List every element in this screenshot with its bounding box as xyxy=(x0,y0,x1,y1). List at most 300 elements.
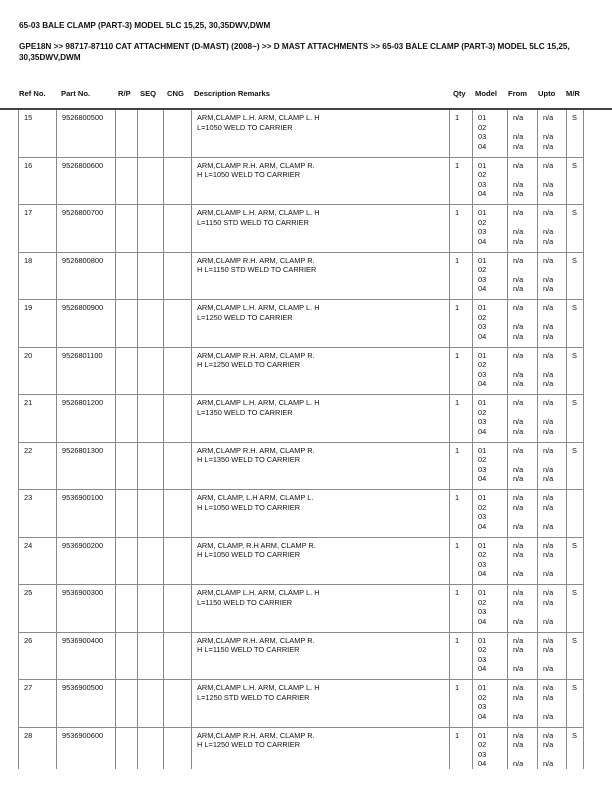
description xyxy=(192,110,450,157)
model-value: 04 xyxy=(478,569,487,579)
parts-table xyxy=(18,110,584,769)
from-value: n/a xyxy=(513,350,524,360)
part-no[interactable]: 9536900500 xyxy=(57,680,116,728)
description xyxy=(192,395,450,443)
rp-cell xyxy=(116,632,138,680)
description-line-2: L=1150 STD WELD TO CARRIER xyxy=(197,217,309,227)
from-list xyxy=(508,442,538,490)
upto-value xyxy=(543,265,562,275)
description-line-2: H L=1150 WELD TO CARRIER xyxy=(197,645,300,655)
table-row[interactable] xyxy=(19,300,584,348)
model-list xyxy=(473,632,508,680)
from-value: n/a xyxy=(513,331,524,341)
table-row[interactable] xyxy=(19,585,584,633)
model-value: 04 xyxy=(478,236,487,246)
from-value xyxy=(513,455,533,465)
upto-value: n/a xyxy=(543,616,554,626)
qty: 1 xyxy=(450,490,473,538)
from-value xyxy=(513,655,533,665)
from-list xyxy=(508,727,538,769)
model-value: 02 xyxy=(478,692,487,702)
rp-cell xyxy=(116,110,138,157)
from-value: n/a xyxy=(513,730,524,740)
upto-value: n/a xyxy=(543,236,554,246)
upto-list xyxy=(538,537,567,585)
upto-value: n/a xyxy=(543,255,554,265)
page-title: 65-03 BALE CLAMP (PART-3) MODEL 5LC 15,25, 30,35DWV,DWM xyxy=(19,21,271,30)
model-value: 04 xyxy=(478,521,487,531)
upto-value: n/a xyxy=(543,179,554,189)
from-value xyxy=(513,512,533,522)
upto-value: n/a xyxy=(543,692,554,702)
from-value xyxy=(513,360,533,370)
from-value: n/a xyxy=(513,692,524,702)
upto-value: n/a xyxy=(543,588,554,597)
from-value xyxy=(513,123,533,133)
mr-cell: S xyxy=(567,300,584,348)
model-value: 01 xyxy=(478,588,487,597)
cng-cell xyxy=(164,585,192,633)
from-value: n/a xyxy=(513,208,524,217)
upto-value xyxy=(543,702,562,712)
from-value: n/a xyxy=(513,683,524,692)
upto-value: n/a xyxy=(543,550,554,560)
model-list xyxy=(473,205,508,253)
ref-no: 27 xyxy=(19,680,57,728)
from-value: n/a xyxy=(513,179,524,189)
rp-cell xyxy=(116,727,138,769)
part-no[interactable]: 9526800900 xyxy=(57,300,116,348)
model-value: 01 xyxy=(478,303,487,312)
upto-value: n/a xyxy=(543,493,554,502)
model-value: 01 xyxy=(478,160,487,170)
model-list xyxy=(473,300,508,348)
rp-cell xyxy=(116,395,138,443)
model-list xyxy=(473,395,508,443)
model-value: 01 xyxy=(478,398,487,407)
from-value: n/a xyxy=(513,417,524,427)
ref-no: 23 xyxy=(19,490,57,538)
table-row[interactable] xyxy=(19,205,584,253)
model-value: 04 xyxy=(478,616,487,626)
qty: 1 xyxy=(450,300,473,348)
qty: 1 xyxy=(450,110,473,157)
header-upto: Upto xyxy=(538,89,556,98)
table-row[interactable] xyxy=(19,442,584,490)
upto-value: n/a xyxy=(543,711,554,721)
from-value: n/a xyxy=(513,550,524,560)
part-no[interactable]: 9526800600 xyxy=(57,157,116,205)
description-line-2: H L=1250 WELD TO CARRIER xyxy=(197,740,301,750)
upto-list xyxy=(538,585,567,633)
upto-value: n/a xyxy=(543,227,554,237)
model-value: 02 xyxy=(478,170,487,180)
from-value: n/a xyxy=(513,274,524,284)
description-line-2: L=1250 WELD TO CARRIER xyxy=(197,312,293,322)
model-list xyxy=(473,490,508,538)
from-value xyxy=(513,170,533,180)
upto-value xyxy=(543,655,562,665)
model-value: 04 xyxy=(478,331,487,341)
upto-value: n/a xyxy=(543,322,554,332)
model-value: 03 xyxy=(478,749,487,759)
qty: 1 xyxy=(450,632,473,680)
seq-cell xyxy=(138,252,164,300)
upto-list xyxy=(538,632,567,680)
upto-value xyxy=(543,218,562,228)
from-value: n/a xyxy=(513,303,524,312)
upto-value: n/a xyxy=(543,284,554,294)
part-no[interactable]: 9536900100 xyxy=(57,490,116,538)
description xyxy=(192,585,450,633)
from-list xyxy=(508,537,538,585)
part-no[interactable]: 9536900400 xyxy=(57,632,116,680)
model-value: 02 xyxy=(478,645,487,655)
description xyxy=(192,680,450,728)
ref-no: 17 xyxy=(19,205,57,253)
from-list xyxy=(508,395,538,443)
description-line-1: ARM,CLAMP L.H. ARM, CLAMP L. H xyxy=(197,113,320,122)
model-list xyxy=(473,727,508,769)
from-value: n/a xyxy=(513,284,524,294)
description xyxy=(192,205,450,253)
cng-cell xyxy=(164,205,192,253)
upto-value: n/a xyxy=(543,569,554,579)
model-value: 03 xyxy=(478,274,487,284)
from-value: n/a xyxy=(513,616,524,626)
mr-cell: S xyxy=(567,537,584,585)
from-value: n/a xyxy=(513,189,524,199)
description xyxy=(192,442,450,490)
from-value: n/a xyxy=(513,540,524,550)
from-list xyxy=(508,347,538,395)
from-value xyxy=(513,218,533,228)
model-value: 02 xyxy=(478,455,487,465)
description-line-2: L=1350 WELD TO CARRIER xyxy=(197,407,293,417)
model-list xyxy=(473,585,508,633)
part-no[interactable]: 9526801100 xyxy=(57,347,116,395)
qty: 1 xyxy=(450,585,473,633)
ref-no: 15 xyxy=(19,110,57,157)
description xyxy=(192,632,450,680)
upto-value xyxy=(543,455,562,465)
seq-cell xyxy=(138,347,164,395)
model-value: 01 xyxy=(478,445,487,455)
upto-value: n/a xyxy=(543,189,554,199)
from-value xyxy=(513,750,533,760)
from-list xyxy=(508,205,538,253)
model-value: 04 xyxy=(478,664,487,674)
part-no[interactable]: 9526801300 xyxy=(57,442,116,490)
upto-list xyxy=(538,727,567,769)
from-value: n/a xyxy=(513,597,524,607)
from-value: n/a xyxy=(513,227,524,237)
description-line-2: H L=1050 WELD TO CARRIER xyxy=(197,550,301,560)
description xyxy=(192,252,450,300)
part-no[interactable]: 9526800800 xyxy=(57,252,116,300)
upto-value: n/a xyxy=(543,521,554,531)
seq-cell xyxy=(138,110,164,157)
qty: 1 xyxy=(450,537,473,585)
ref-no: 18 xyxy=(19,252,57,300)
description-line-2: H L=1050 WELD TO CARRIER xyxy=(197,502,301,512)
header-model: Model xyxy=(475,89,497,98)
model-list xyxy=(473,347,508,395)
from-value: n/a xyxy=(513,740,524,750)
from-value: n/a xyxy=(513,379,524,389)
model-value: 01 xyxy=(478,540,487,550)
header-mr: M/R xyxy=(566,89,580,98)
rp-cell xyxy=(116,680,138,728)
upto-list xyxy=(538,252,567,300)
upto-list xyxy=(538,347,567,395)
upto-value: n/a xyxy=(543,740,554,750)
description-line-1: ARM,CLAMP R.H. ARM, CLAMP R. xyxy=(197,730,315,740)
model-list xyxy=(473,680,508,728)
rp-cell xyxy=(116,347,138,395)
model-value: 02 xyxy=(478,360,487,370)
model-value: 04 xyxy=(478,474,487,484)
upto-value: n/a xyxy=(543,664,554,674)
upto-value: n/a xyxy=(543,445,554,455)
description-line-2: H L=1250 WELD TO CARRIER xyxy=(197,360,301,370)
model-value: 03 xyxy=(478,654,487,664)
model-value: 01 xyxy=(478,255,487,265)
description-line-1: ARM, CLAMP, R.H ARM, CLAMP R. xyxy=(197,540,316,550)
table-row[interactable] xyxy=(19,157,584,205)
cng-cell xyxy=(164,727,192,769)
upto-value: n/a xyxy=(543,331,554,341)
model-list xyxy=(473,110,508,157)
model-value: 02 xyxy=(478,740,487,750)
from-list xyxy=(508,680,538,728)
table-row[interactable] xyxy=(19,490,584,538)
from-value: n/a xyxy=(513,369,524,379)
model-value: 04 xyxy=(478,141,487,151)
description-line-1: ARM,CLAMP L.H. ARM, CLAMP L. H xyxy=(197,683,320,692)
upto-value xyxy=(543,123,562,133)
upto-value xyxy=(543,408,562,418)
seq-cell xyxy=(138,727,164,769)
mr-cell xyxy=(567,490,584,538)
model-value: 01 xyxy=(478,635,487,645)
from-value: n/a xyxy=(513,464,524,474)
upto-value: n/a xyxy=(543,303,554,312)
seq-cell xyxy=(138,300,164,348)
upto-value: n/a xyxy=(543,369,554,379)
from-value: n/a xyxy=(513,521,524,531)
breadcrumb: GPE18N >> 98717-87110 CAT ATTACHMENT (D-MAST) (2008~) >> D MAST ATTACHMENTS >> 65-03 BALE CLAMP (PART-3) MODEL 5LC 15,25, 30,35DWV,DWM xyxy=(19,42,570,62)
cng-cell xyxy=(164,157,192,205)
model-value: 03 xyxy=(478,702,487,712)
cng-cell xyxy=(164,442,192,490)
seq-cell xyxy=(138,490,164,538)
model-value: 03 xyxy=(478,227,487,237)
cng-cell xyxy=(164,395,192,443)
model-value: 02 xyxy=(478,312,487,322)
from-value: n/a xyxy=(513,132,524,142)
cng-cell xyxy=(164,680,192,728)
upto-value: n/a xyxy=(543,759,554,769)
mr-cell: S xyxy=(567,632,584,680)
upto-value: n/a xyxy=(543,645,554,655)
cng-cell xyxy=(164,632,192,680)
seq-cell xyxy=(138,205,164,253)
upto-value: n/a xyxy=(543,730,554,740)
model-list xyxy=(473,442,508,490)
upto-value: n/a xyxy=(543,417,554,427)
description-line-2: H L=1050 WELD TO CARRIER xyxy=(197,170,301,180)
model-value: 01 xyxy=(478,493,487,502)
upto-value: n/a xyxy=(543,132,554,142)
ref-no: 16 xyxy=(19,157,57,205)
upto-list xyxy=(538,205,567,253)
mr-cell: S xyxy=(567,585,584,633)
upto-value: n/a xyxy=(543,683,554,692)
upto-value xyxy=(543,750,562,760)
upto-value: n/a xyxy=(543,350,554,360)
upto-value xyxy=(543,170,562,180)
description-line-1: ARM,CLAMP R.H. ARM, CLAMP R. xyxy=(197,350,315,360)
model-value: 02 xyxy=(478,407,487,417)
mr-cell: S xyxy=(567,252,584,300)
model-value: 03 xyxy=(478,607,487,617)
from-list xyxy=(508,110,538,157)
cng-cell xyxy=(164,490,192,538)
description-line-1: ARM,CLAMP L.H. ARM, CLAMP L. H xyxy=(197,588,320,597)
from-value xyxy=(513,702,533,712)
table-row[interactable] xyxy=(19,537,584,585)
ref-no: 26 xyxy=(19,632,57,680)
table-row[interactable] xyxy=(19,395,584,443)
from-value: n/a xyxy=(513,759,524,769)
part-no[interactable]: 9536900200 xyxy=(57,537,116,585)
part-no[interactable]: 9526800500 xyxy=(57,110,116,157)
model-value: 04 xyxy=(478,284,487,294)
upto-value: n/a xyxy=(543,597,554,607)
upto-value xyxy=(543,560,562,570)
from-value: n/a xyxy=(513,502,524,512)
model-value: 03 xyxy=(478,179,487,189)
from-value: n/a xyxy=(513,711,524,721)
from-value xyxy=(513,607,533,617)
description-line-1: ARM,CLAMP L.H. ARM, CLAMP L. H xyxy=(197,303,320,312)
description xyxy=(192,347,450,395)
qty: 1 xyxy=(450,442,473,490)
upto-list xyxy=(538,490,567,538)
part-no[interactable]: 9526801200 xyxy=(57,395,116,443)
header-from: From xyxy=(508,89,527,98)
from-value xyxy=(513,408,533,418)
part-no[interactable]: 9526800700 xyxy=(57,205,116,253)
part-no[interactable]: 9536900300 xyxy=(57,585,116,633)
model-value: 04 xyxy=(478,759,487,769)
model-value: 01 xyxy=(478,350,487,360)
header-cng: CNG xyxy=(167,89,184,98)
description-line-1: ARM,CLAMP R.H. ARM, CLAMP R. xyxy=(197,160,315,170)
mr-cell: S xyxy=(567,727,584,769)
header-ref-no: Ref No. xyxy=(19,89,46,98)
table-row[interactable] xyxy=(19,680,584,728)
from-value: n/a xyxy=(513,588,524,597)
seq-cell xyxy=(138,537,164,585)
seq-cell xyxy=(138,442,164,490)
mr-cell: S xyxy=(567,157,584,205)
header-rp: R/P xyxy=(118,89,131,98)
upto-value: n/a xyxy=(543,398,554,407)
qty: 1 xyxy=(450,727,473,769)
from-value: n/a xyxy=(513,569,524,579)
description xyxy=(192,727,450,769)
description-line-2: H L=1350 WELD TO CARRIER xyxy=(197,455,301,465)
upto-list xyxy=(538,300,567,348)
from-value xyxy=(513,313,533,323)
from-value: n/a xyxy=(513,255,524,265)
description xyxy=(192,157,450,205)
table-row[interactable] xyxy=(19,727,584,769)
description xyxy=(192,300,450,348)
rp-cell xyxy=(116,442,138,490)
from-list xyxy=(508,490,538,538)
description-line-1: ARM,CLAMP R.H. ARM, CLAMP R. xyxy=(197,445,315,455)
from-value: n/a xyxy=(513,113,524,122)
model-value: 02 xyxy=(478,217,487,227)
upto-value: n/a xyxy=(543,426,554,436)
upto-value: n/a xyxy=(543,540,554,550)
model-value: 03 xyxy=(478,417,487,427)
part-no[interactable]: 9536900600 xyxy=(57,727,116,769)
upto-value: n/a xyxy=(543,502,554,512)
model-value: 04 xyxy=(478,189,487,199)
header-description: Description Remarks xyxy=(194,89,270,98)
from-value: n/a xyxy=(513,426,524,436)
model-value: 03 xyxy=(478,369,487,379)
upto-value xyxy=(543,360,562,370)
from-value: n/a xyxy=(513,160,524,170)
header-qty: Qty xyxy=(453,89,466,98)
upto-list xyxy=(538,442,567,490)
rp-cell xyxy=(116,157,138,205)
mr-cell: S xyxy=(567,442,584,490)
qty: 1 xyxy=(450,252,473,300)
mr-cell: S xyxy=(567,205,584,253)
model-list xyxy=(473,537,508,585)
qty: 1 xyxy=(450,347,473,395)
table-row[interactable] xyxy=(19,110,584,157)
table-row[interactable] xyxy=(19,252,584,300)
mr-cell: S xyxy=(567,680,584,728)
model-value: 02 xyxy=(478,502,487,512)
from-list xyxy=(508,300,538,348)
description-line-2: L=1050 WELD TO CARRIER xyxy=(197,122,293,132)
description-line-2: L=1250 STD WELD TO CARRIER xyxy=(197,692,310,702)
model-value: 01 xyxy=(478,208,487,217)
description-line-2: H L=1150 STD WELD TO CARRIER xyxy=(197,265,317,275)
upto-value xyxy=(543,512,562,522)
table-row[interactable] xyxy=(19,347,584,395)
upto-value: n/a xyxy=(543,635,554,645)
ref-no: 25 xyxy=(19,585,57,633)
model-value: 04 xyxy=(478,379,487,389)
seq-cell xyxy=(138,395,164,443)
upto-value: n/a xyxy=(543,141,554,151)
upto-value: n/a xyxy=(543,160,554,170)
from-value: n/a xyxy=(513,493,524,502)
from-value: n/a xyxy=(513,645,524,655)
cng-cell xyxy=(164,537,192,585)
model-value: 02 xyxy=(478,122,487,132)
table-row[interactable] xyxy=(19,632,584,680)
